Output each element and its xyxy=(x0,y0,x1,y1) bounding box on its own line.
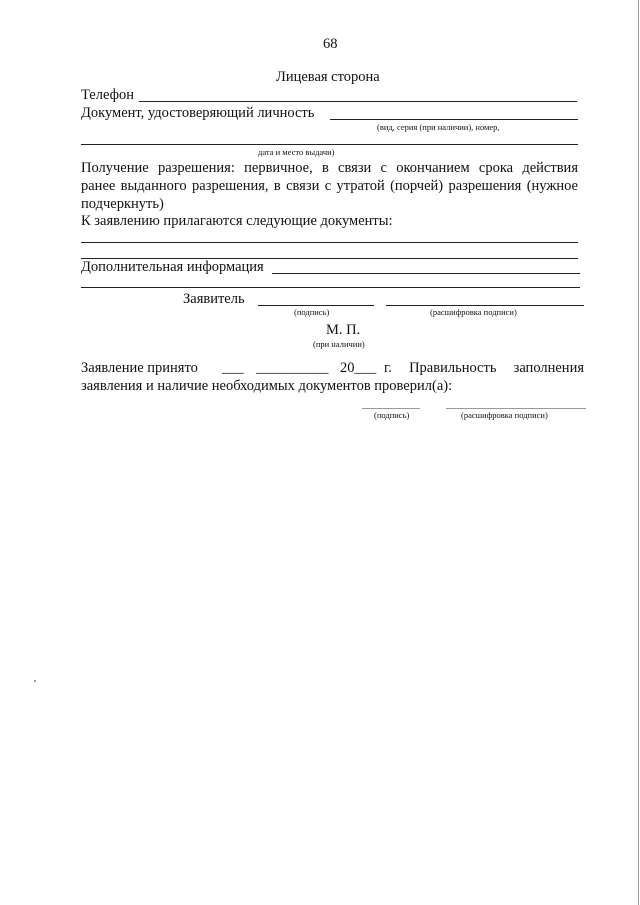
accepted-line-2: заявления и наличие необходимых документов проверил(а): xyxy=(81,378,453,394)
page-number: 68 xyxy=(323,36,338,52)
attached-docs-line-1 xyxy=(81,242,578,243)
additional-info-label: Дополнительная информация xyxy=(81,259,264,275)
phone-label: Телефон xyxy=(81,87,134,103)
checker-signature-hint: (подпись) xyxy=(374,410,410,420)
phone-input-line xyxy=(139,101,577,102)
applicant-signature-line xyxy=(258,305,374,306)
accepted-suffix: г. Правильность заполнения xyxy=(384,360,584,376)
scan-dust-mark xyxy=(34,680,36,682)
applicant-label: Заявитель xyxy=(183,291,245,307)
checker-signature-decode-line xyxy=(446,408,586,409)
accepted-date-blank-day: ___ xyxy=(222,360,244,376)
accepted-year: 20___ xyxy=(340,360,377,376)
id-document-input-line xyxy=(330,119,578,120)
applicant-signature-hint: (подпись) xyxy=(294,307,330,317)
stamp-label: М. П. xyxy=(326,322,361,338)
id-document-hint-2: дата и место выдачи) xyxy=(258,147,335,157)
id-document-hint-1: (вид, серия (при наличии), номер, xyxy=(377,122,500,132)
additional-info-line-2 xyxy=(81,287,580,288)
stamp-hint: (при наличии) xyxy=(313,339,365,349)
permit-line-1: Получение разрешения: первичное, в связи с окончанием срока действия xyxy=(81,160,578,176)
accepted-prefix: Заявление принято xyxy=(81,360,198,376)
additional-info-line-1 xyxy=(272,273,580,274)
page-heading: Лицевая сторона xyxy=(276,69,380,85)
accepted-date-blank-month: __________ xyxy=(256,360,329,376)
attached-docs-label: К заявлению прилагаются следующие документы: xyxy=(81,213,393,229)
applicant-signature-decode-line xyxy=(386,305,584,306)
scan-edge-line xyxy=(638,0,639,905)
permit-line-3: подчеркнуть) xyxy=(81,196,164,212)
id-document-label: Документ, удостоверяющий личность xyxy=(81,105,315,121)
checker-signature-decode-hint: (расшифровка подписи) xyxy=(461,410,548,420)
applicant-signature-decode-hint: (расшифровка подписи) xyxy=(430,307,517,317)
id-document-second-line xyxy=(81,144,578,145)
checker-signature-line xyxy=(362,408,420,409)
permit-line-2: ранее выданного разрешения, в связи с утратой (порчей) разрешения (нужное xyxy=(81,178,578,194)
